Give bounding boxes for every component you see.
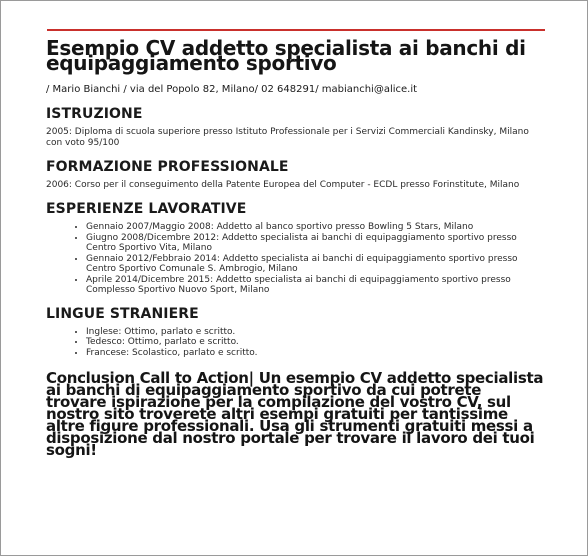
list-item: • Tedesco: Ottimo, parlato e scritto. <box>86 337 546 348</box>
section-heading-formazione: FORMAZIONE PROFESSIONALE <box>46 159 289 175</box>
lingue-list <box>46 327 546 359</box>
istruzione-text: 2005: Diploma di scuola superiore presso Istituto Professionale per i Servizi Commerciali Kandinsky, Milano con voto 95/100 <box>46 127 529 148</box>
formazione-text: 2006: Corso per il conseguimento della Patente Europea del Computer - ECDL presso Forinstitute, Milano <box>46 180 520 190</box>
contact-line: / Mario Bianchi / via del Popolo 82, Milano/ 02 648291/ mabianchi@alice.it <box>46 84 418 95</box>
page-title: Esempio CV addetto specialista ai banchi di equipaggiamento sportivo <box>46 36 526 75</box>
section-heading-istruzione: ISTRUZIONE <box>46 106 143 122</box>
list-item: • Gennaio 2007/Maggio 2008: Addetto al banco sportivo presso Bowling 5 Stars, Milano <box>86 222 546 233</box>
esperienze-list <box>46 222 546 296</box>
conclusion-text: Conclusion Call to Action| Un esempio CV addetto specialista ai banchi di equipaggiamento sportivo da cui potrete trovare ispirazione per la compilazione del vostro CV, sul nostro sito troverete altri esempi gratuiti per tantissime altre figure professionali. Usa gli strumenti gratuiti messi a disposizione dal nostro portale per trovare il lavoro dei tuoi sogni! <box>46 369 544 459</box>
header-rule <box>47 29 545 31</box>
list-item: • Gennaio 2012/Febbraio 2014: Addetto specialista ai banchi di equipaggiamento sportivo presso Centro Sportivo Comunale S. Ambrogio, Milano <box>86 254 546 275</box>
list-item: • Francese: Scolastico, parlato e scritto. <box>86 348 546 359</box>
section-heading-esperienze: ESPERIENZE LAVORATIVE <box>46 201 247 217</box>
list-item: • Aprile 2014/Dicembre 2015: Addetto specialista ai banchi di equipaggiamento sportivo presso Complesso Sportivo Nuovo Sport, Milano <box>86 275 546 296</box>
section-heading-lingue: LINGUE STRANIERE <box>46 305 199 322</box>
list-item: • Inglese: Ottimo, parlato e scritto. <box>86 327 546 338</box>
cv-content <box>46 36 546 459</box>
list-item: • Giugno 2008/Dicembre 2012: Addetto specialista ai banchi di equipaggiamento sportivo presso Centro Sportivo Vita, Milano <box>86 233 546 254</box>
